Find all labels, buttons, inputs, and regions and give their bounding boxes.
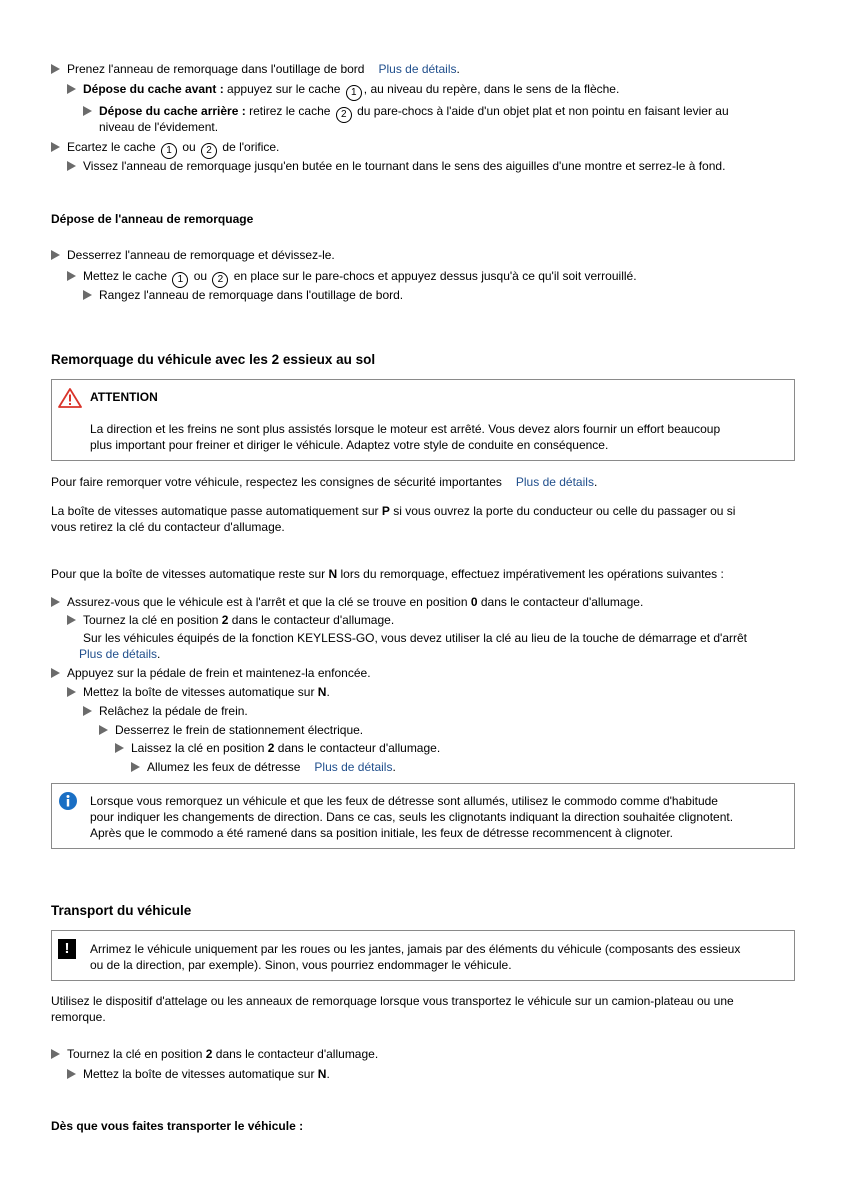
warning-box [51, 930, 795, 981]
section-heading-depose: Dépose de l'anneau de remorquage [51, 212, 254, 226]
details-link[interactable]: Plus de détails [314, 760, 393, 774]
warning-triangle-icon [58, 388, 82, 408]
attention-title: ATTENTION [90, 390, 158, 404]
details-link[interactable]: Plus de détails. [79, 647, 161, 661]
para-transport: Utilisez le dispositif d'attelage ou les anneaux de remorquage lorsque vous transportez le véhicule sur un camion-plateau ou une remorque. [51, 994, 734, 1024]
bullet-arrow-icon [67, 687, 76, 697]
section-heading-remorquage: Remorquage du véhicule avec les 2 essieux au sol [51, 352, 376, 367]
bullet-arrow-icon [67, 84, 76, 94]
para-auto-park: La boîte de vitesses automatique passe automatiquement sur P si vous ouvrez la porte du conducteur ou celle du passager ou si vous retirez la clé du contacteur d'allumage. [51, 504, 736, 534]
circle-marker-2: 2 [201, 143, 217, 159]
bullet-arrow-icon [67, 161, 76, 171]
section-heading-transport: Transport du véhicule [51, 903, 192, 918]
bullet-arrow-icon [51, 597, 60, 607]
bullet-arrow-icon [51, 1049, 60, 1059]
bullet-arrow-icon [99, 725, 108, 735]
bullet-arrow-icon [67, 615, 76, 625]
bullet-arrow-icon [83, 106, 92, 116]
bullet-arrow-icon [51, 142, 60, 152]
circle-marker-1: 1 [346, 85, 362, 101]
step-remove-rear-cover-cont: niveau de l'évidement. [99, 120, 219, 134]
bullet-arrow-icon [83, 706, 92, 716]
attention-text: La direction et les freins ne sont plus assistés lorsque le moteur est arrêté. Vous devez alors fournir un effort beaucoup plus important pour freiner et diriger le véhicule. Adaptez votre style de conduite en conséquence. [90, 422, 721, 452]
details-link[interactable]: Plus de détails [378, 62, 457, 76]
circle-marker-1: 1 [172, 272, 188, 288]
attention-box [51, 379, 795, 461]
para-neutral: Pour que la boîte de vitesses automatique reste sur N lors du remorquage, effectuez impérativement les opérations suivantes : [51, 567, 724, 581]
bullet-arrow-icon [67, 271, 76, 281]
para-safety: Pour faire remorquer votre véhicule, respectez les consignes de sécurité importantes Plus de détails. [51, 475, 598, 489]
circle-marker-1: 1 [161, 143, 177, 159]
circle-marker-2: 2 [336, 107, 352, 123]
info-box [51, 783, 795, 849]
info-text: Lorsque vous remorquez un véhicule et que les feux de détresse sont allumés, utilisez le commodo comme d'habitude pour indiquer les changements de direction. Dans ce cas, seuls les clignotants indiquant la direction souhaitée clignotent. Après que le commodo a été ramené dans sa position initiale, les feux de détresse recommencent à clignoter. [90, 794, 734, 840]
subheading-transport: Dès que vous faites transporter le véhicule : [51, 1119, 304, 1133]
info-icon [58, 791, 78, 811]
bullet-arrow-icon [67, 1069, 76, 1079]
details-link[interactable]: Plus de détails [515, 475, 594, 489]
circle-marker-2: 2 [212, 272, 228, 288]
bullet-arrow-icon [115, 743, 124, 753]
exclamation-icon: ! [58, 939, 76, 959]
bullet-arrow-icon [51, 64, 60, 74]
keyless-go-note: Sur les véhicules équipés de la fonction KEYLESS-GO, vous devez utiliser la clé au lieu de la touche de démarrage et d'arrêt [83, 631, 747, 645]
warning-text: Arrimez le véhicule uniquement par les roues ou les jantes, jamais par des éléments du véhicule (composants des essieux ou de la direction, par exemple). Sinon, vous pourriez endommager le véhicule. [90, 942, 741, 972]
bullet-arrow-icon [51, 668, 60, 678]
bullet-arrow-icon [51, 250, 60, 260]
bullet-arrow-icon [83, 290, 92, 300]
bullet-arrow-icon [131, 762, 140, 772]
